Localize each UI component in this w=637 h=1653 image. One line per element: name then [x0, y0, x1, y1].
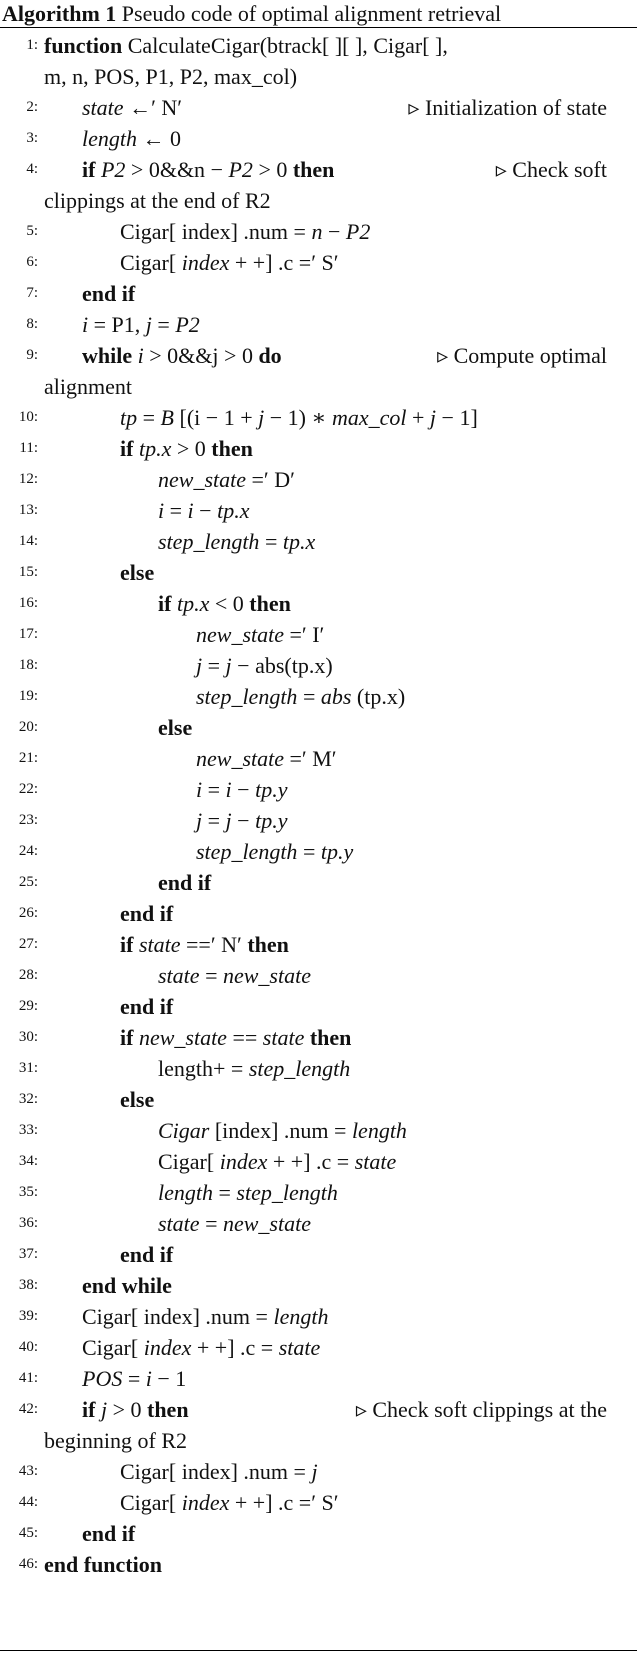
- code-text: end if: [120, 1242, 174, 1267]
- code-text: new_state =′ M′: [196, 746, 337, 771]
- code-line: [0, 805, 637, 836]
- line-number: 16:: [18, 595, 38, 611]
- code-text: length ← 0: [82, 126, 181, 151]
- line-number: 11:: [19, 440, 38, 456]
- top-rule: [0, 27, 637, 28]
- code-text: Cigar[ index] .num = length: [82, 1304, 329, 1329]
- code-line: [0, 1146, 637, 1177]
- algorithm-title: Pseudo code of optimal alignment retrieval: [121, 1, 502, 26]
- code-text: end if: [120, 901, 174, 926]
- code-line: [0, 743, 637, 774]
- code-comment: ▹ Check soft: [495, 157, 607, 182]
- algorithm-caption: [0, 0, 637, 27]
- code-text: else: [120, 1087, 155, 1112]
- code-line: [0, 1518, 637, 1549]
- line-number: 32:: [18, 1091, 38, 1107]
- code-line: [0, 929, 637, 960]
- code-line: [0, 650, 637, 681]
- code-text: end while: [82, 1273, 172, 1298]
- code-line: [0, 1084, 637, 1115]
- code-text: state = new_state: [158, 1211, 311, 1236]
- code-line: [0, 1115, 637, 1146]
- line-number: 24:: [18, 843, 38, 859]
- code-text: i = P1, j = P2: [82, 312, 200, 337]
- code-line: [0, 185, 637, 216]
- code-line: [0, 402, 637, 433]
- algorithm-label: Algorithm 1: [2, 1, 117, 26]
- code-line: [0, 681, 637, 712]
- line-number: 36:: [18, 1215, 38, 1231]
- line-number: 5:: [26, 223, 38, 239]
- line-number: 37:: [18, 1246, 38, 1262]
- code-text: tp = B [(i − 1 + j − 1) ∗ max_col + j − 1]: [120, 405, 478, 430]
- code-text: state ←′ N′: [82, 95, 183, 120]
- code-line: [0, 1239, 637, 1270]
- code-text: step_length = tp.y: [196, 839, 354, 864]
- code-text: else: [120, 560, 155, 585]
- code-text: j = j − tp.y: [196, 808, 288, 833]
- code-text: clippings at the end of R2: [44, 188, 271, 213]
- line-number: 29:: [18, 998, 38, 1014]
- bottom-rule: [0, 1650, 637, 1651]
- code-line: [0, 216, 637, 247]
- line-number: 15:: [18, 564, 38, 580]
- line-number: 12:: [18, 471, 38, 487]
- code-line: [0, 526, 637, 557]
- code-text: end if: [120, 994, 174, 1019]
- code-line: [0, 557, 637, 588]
- line-number: 43:: [18, 1463, 38, 1479]
- code-line: [0, 495, 637, 526]
- code-text: beginning of R2: [44, 1428, 187, 1453]
- line-number: 14:: [18, 533, 38, 549]
- code-text: step_length = tp.x: [158, 529, 316, 554]
- code-line: [0, 1301, 637, 1332]
- code-text: new_state =′ D′: [158, 467, 295, 492]
- code-line: [0, 1022, 637, 1053]
- line-number: 7:: [26, 285, 38, 301]
- code-text: Cigar[ index + +] .c = state: [82, 1335, 321, 1360]
- line-number: 28:: [18, 967, 38, 983]
- line-number: 3:: [26, 130, 38, 146]
- code-text: end function: [44, 1552, 162, 1577]
- line-number: 2:: [26, 99, 38, 115]
- line-number: 34:: [18, 1153, 38, 1169]
- line-number: 26:: [18, 905, 38, 921]
- line-number: 35:: [18, 1184, 38, 1200]
- code-text: Cigar[ index] .num = n − P2: [120, 219, 371, 244]
- code-line: [0, 867, 637, 898]
- code-line: [0, 898, 637, 929]
- code-line: [0, 1456, 637, 1487]
- line-number: 1:: [26, 37, 38, 53]
- line-number: 46:: [18, 1556, 38, 1572]
- code-line: [0, 278, 637, 309]
- line-number: 20:: [18, 719, 38, 735]
- code-text: m, n, POS, P1, P2, max_col): [44, 64, 298, 89]
- code-text: if tp.x < 0 then: [158, 591, 291, 616]
- line-number: 13:: [18, 502, 38, 518]
- code-text: Cigar[ index + +] .c = state: [158, 1149, 397, 1174]
- line-number: 19:: [18, 688, 38, 704]
- code-text: if j > 0 then: [82, 1397, 189, 1422]
- line-number: 31:: [18, 1060, 38, 1076]
- code-line: [0, 61, 637, 92]
- code-line: [0, 340, 637, 371]
- code-line: [0, 1394, 637, 1425]
- line-number: 22:: [18, 781, 38, 797]
- code-text: Cigar[ index + +] .c =′ S′: [120, 1490, 339, 1515]
- code-line: [0, 464, 637, 495]
- code-text: Cigar[ index + +] .c =′ S′: [120, 250, 339, 275]
- code-line: [0, 154, 637, 185]
- line-number: 9:: [26, 347, 38, 363]
- code-text: i = i − tp.x: [158, 498, 250, 523]
- code-text: end if: [82, 1521, 136, 1546]
- code-line: [0, 1270, 637, 1301]
- line-number: 8:: [26, 316, 38, 332]
- code-line: [0, 619, 637, 650]
- code-text: end if: [158, 870, 212, 895]
- code-line: [0, 774, 637, 805]
- code-text: if state ==′ N′ then: [120, 932, 289, 957]
- code-line: [0, 123, 637, 154]
- line-number: 27:: [18, 936, 38, 952]
- code-text: if P2 > 0&&n − P2 > 0 then: [82, 157, 335, 182]
- line-number: 38:: [18, 1277, 38, 1293]
- code-text: Cigar [index] .num = length: [158, 1118, 407, 1143]
- code-text: else: [158, 715, 193, 740]
- code-line: [0, 371, 637, 402]
- code-text: length = step_length: [158, 1180, 338, 1205]
- code-text: new_state =′ I′: [196, 622, 325, 647]
- line-number: 17:: [18, 626, 38, 642]
- line-number: 40:: [18, 1339, 38, 1355]
- code-line: [0, 1363, 637, 1394]
- code-text: step_length = abs (tp.x): [196, 684, 406, 709]
- code-lines: [0, 30, 637, 1580]
- code-text: alignment: [44, 374, 132, 399]
- line-number: 10:: [18, 409, 38, 425]
- line-number: 30:: [18, 1029, 38, 1045]
- code-text: function CalculateCigar(btrack[ ][ ], Cigar[ ],: [44, 33, 448, 58]
- code-line: [0, 433, 637, 464]
- code-text: while i > 0&&j > 0 do: [82, 343, 282, 368]
- code-line: [0, 1487, 637, 1518]
- code-line: [0, 92, 637, 123]
- line-number: 41:: [18, 1370, 38, 1386]
- code-text: state = new_state: [158, 963, 311, 988]
- code-line: [0, 836, 637, 867]
- line-number: 25:: [18, 874, 38, 890]
- code-text: POS = i − 1: [82, 1366, 187, 1391]
- code-line: [0, 991, 637, 1022]
- code-comment: ▹ Initialization of state: [408, 95, 607, 120]
- code-text: j = j − abs(tp.x): [196, 653, 333, 678]
- code-line: [0, 1332, 637, 1363]
- code-line: [0, 588, 637, 619]
- line-number: 4:: [26, 161, 38, 177]
- code-text: if new_state == state then: [120, 1025, 352, 1050]
- code-text: Cigar[ index] .num = j: [120, 1459, 318, 1484]
- line-number: 39:: [18, 1308, 38, 1324]
- line-number: 18:: [18, 657, 38, 673]
- line-number: 44:: [18, 1494, 38, 1510]
- code-line: [0, 247, 637, 278]
- line-number: 6:: [26, 254, 38, 270]
- code-line: [0, 1053, 637, 1084]
- line-number: 33:: [18, 1122, 38, 1138]
- code-comment: ▹ Compute optimal: [437, 343, 607, 368]
- code-line: [0, 960, 637, 991]
- code-line: [0, 1549, 637, 1580]
- line-number: 45:: [18, 1525, 38, 1541]
- line-number: 23:: [18, 812, 38, 828]
- code-text: i = i − tp.y: [196, 777, 288, 802]
- line-number: 42:: [18, 1401, 38, 1417]
- code-text: length+ = step_length: [158, 1056, 351, 1081]
- code-comment: ▹ Check soft clippings at the: [355, 1397, 607, 1422]
- code-line: [0, 1177, 637, 1208]
- code-line: [0, 1425, 637, 1456]
- code-line: [0, 712, 637, 743]
- code-line: [0, 309, 637, 340]
- code-line: [0, 30, 637, 61]
- code-line: [0, 1208, 637, 1239]
- line-number: 21:: [18, 750, 38, 766]
- code-text: if tp.x > 0 then: [120, 436, 253, 461]
- code-text: end if: [82, 281, 136, 306]
